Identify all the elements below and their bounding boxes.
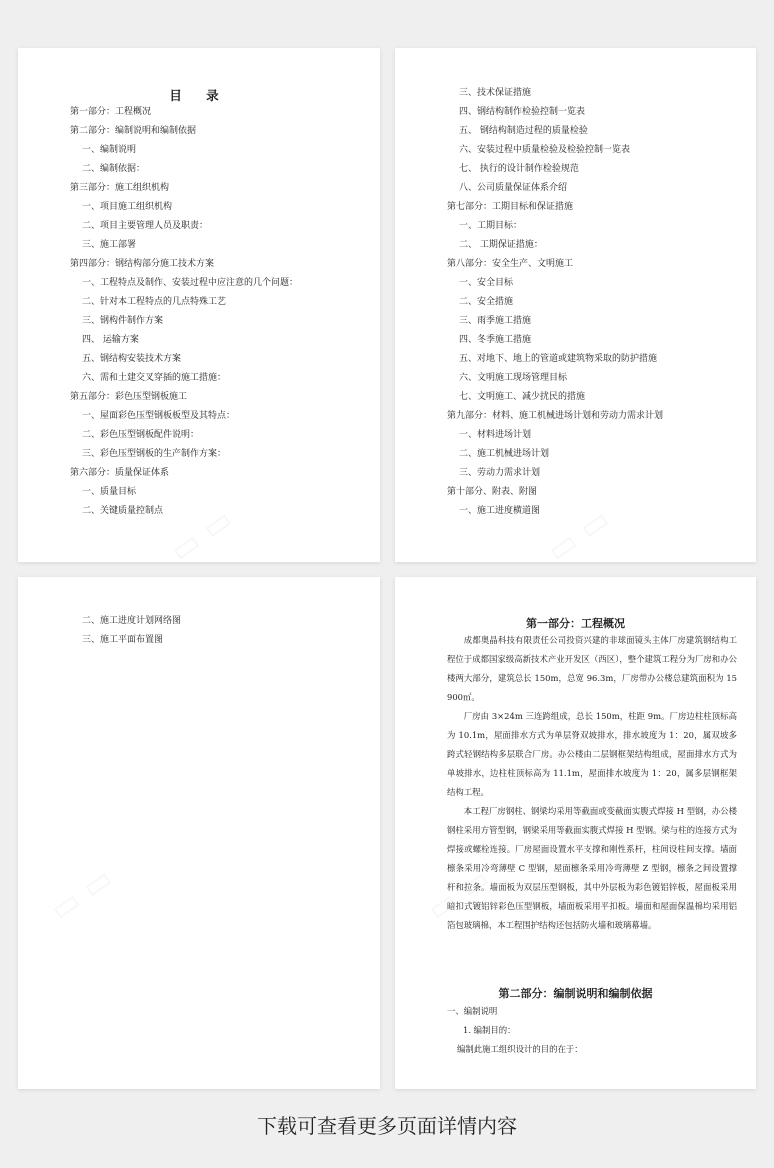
toc-item: 五、对地下、地上的管道或建筑物采取的防护措施 <box>459 354 658 364</box>
toc-item: 二、彩色压型钢板配件说明： <box>82 430 200 440</box>
toc-item: 第九部分：材料、施工机械进场计划和劳动力需求计划 <box>447 411 664 421</box>
toc-item: 五、钢结构安装技术方案 <box>82 354 182 364</box>
toc-item: 一、质量目标 <box>82 487 137 497</box>
toc-item: 六、需和土建交叉穿插的施工措施： <box>82 373 227 383</box>
toc-item: 四、钢结构制作检验控制一览表 <box>459 107 586 117</box>
toc-item: 一、施工进度横道图 <box>459 506 541 516</box>
section2-title: 第二部分：编制说明和编制依据 <box>498 987 653 1000</box>
document-page-3 <box>18 577 380 1089</box>
toc-item: 三、施工部署 <box>82 240 137 250</box>
section1-paragraph-3: 本工程厂房钢柱、钢梁均采用等截面或变截面实腹式焊接 H 型钢，办公楼钢柱采用方管型钢，钢梁采用等截面实腹式焊接 H 型钢。梁与柱的连接方式为焊接或螺栓连接。厂房屋面设置水平支撑和刚性系杆，柱间设柱间支撑。墙面檩条采用冷弯薄壁 C 型钢，屋面檩条采用冷弯薄壁 Z 型钢，檩条之间设置撑杆和拉条。墙面板为双层压型钢板，其中外层板为彩色镀铝锌板，屋面板采用暗扣式镀铝锌彩色压型钢板，墙面板采用平扣板。墙面和屋面保温棉均采用铝箔包玻璃棉，本工程围护结构还包括防火墙和玻璃幕墙。 <box>447 806 737 930</box>
section2-text: 编制此施工组织设计的目的在于： <box>457 1044 583 1054</box>
toc-item: 三、劳动力需求计划 <box>459 468 541 478</box>
toc-item: 三、雨季施工措施 <box>459 316 532 326</box>
toc-item: 一、安全目标 <box>459 278 514 288</box>
watermark <box>541 502 616 562</box>
toc-item: 一、材料进场计划 <box>459 430 532 440</box>
document-page-1 <box>18 48 380 562</box>
toc-item: 七、文明施工、减少扰民的措施 <box>459 392 586 402</box>
toc-item: 一、屋面彩色压型钢板板型及其特点： <box>82 411 236 421</box>
toc-item: 一、项目施工组织机构 <box>82 202 173 212</box>
toc-item: 第五部分：彩色压型钢板施工 <box>70 392 188 402</box>
toc-item: 一、编制说明 <box>82 145 137 155</box>
section1-paragraph-1: 成都奥晶科技有限责任公司投资兴建的非球面镜头主体厂房建筑钢结构工程位于成都国家级高新技术产业开发区（西区），整个建筑工程分为厂房和办公楼两大部分，建筑总长 150m，总宽 96.3m，厂房带办公楼总建筑面积为 15900㎡。 <box>447 635 737 702</box>
toc-item: 第四部分：钢结构部分施工技术方案 <box>70 259 215 269</box>
toc-item: 第十部分、附表、附图 <box>447 487 538 497</box>
toc-item: 二、安全措施 <box>459 297 514 307</box>
download-caption: 下载可查看更多页面详情内容 <box>257 1114 517 1138</box>
toc-item: 第八部分：安全生产、文明施工 <box>447 259 574 269</box>
toc-item: 一、工期目标： <box>459 221 523 231</box>
toc-item: 八、公司质量保证体系介绍 <box>459 183 568 193</box>
toc-item: 第三部分：施工组织机构 <box>70 183 170 193</box>
toc-item: 第一部分：工程概况 <box>70 107 152 117</box>
toc-item: 二、 工期保证措施： <box>459 240 543 250</box>
toc-item: 第七部分：工期目标和保证措施 <box>447 202 574 212</box>
toc-item: 七、 执行的设计制作检验规范 <box>459 164 579 174</box>
toc-title: 目 录 <box>169 88 229 103</box>
section2-subheading-2: 1. 编制目的： <box>463 1025 516 1035</box>
toc-item: 二、编制依据： <box>82 164 146 174</box>
document-page-4 <box>395 577 756 1089</box>
toc-item: 四、 运输方案 <box>82 335 139 345</box>
toc-item: 二、关键质量控制点 <box>82 506 164 516</box>
toc-item: 三、钢构件制作方案 <box>82 316 164 326</box>
toc-item: 三、技术保证措施 <box>459 88 532 98</box>
toc-item: 二、针对本工程特点的几点特殊工艺 <box>82 297 227 307</box>
section2-subheading-1: 一、编制说明 <box>447 1006 498 1016</box>
toc-item: 五、 钢结构制造过程的质量检验 <box>459 126 588 136</box>
toc-item: 六、文明施工现场管理目标 <box>459 373 568 383</box>
toc-item: 二、项目主要管理人员及职责： <box>82 221 209 231</box>
toc-item: 第二部分：编制说明和编制依据 <box>70 126 197 136</box>
watermark <box>44 861 119 928</box>
watermark <box>164 502 239 562</box>
toc-item: 三、彩色压型钢板的生产制作方案： <box>82 449 227 459</box>
document-page-2 <box>395 48 756 562</box>
toc-item: 二、施工机械进场计划 <box>459 449 550 459</box>
toc-item: 四、冬季施工措施 <box>459 335 532 345</box>
toc-item: 第六部分：质量保证体系 <box>70 468 170 478</box>
section1-title: 第一部分：工程概况 <box>526 617 625 630</box>
toc-item: 六、安装过程中质量检验及检验控制一览表 <box>459 145 631 155</box>
toc-item: 一、工程特点及制作、安装过程中应注意的几个问题： <box>82 278 299 288</box>
toc-item: 三、施工平面布置图 <box>82 635 164 645</box>
section1-paragraph-2: 厂房由 3×24m 三连跨组成，总长 150m，柱距 9m。厂房边柱柱顶标高为 10.1m，屋面排水方式为单层脊双坡排水，排水坡度为 1：20，属双坡多跨式轻钢结构多层联合厂房。办公楼由二层钢框架结构组成，屋面排水方式为单坡排水，边柱柱顶标高为 11.1m，屋面排水坡度为 1：20，属多层钢框架结构工程。 <box>447 711 737 797</box>
toc-item: 二、施工进度计划网络图 <box>82 616 182 626</box>
